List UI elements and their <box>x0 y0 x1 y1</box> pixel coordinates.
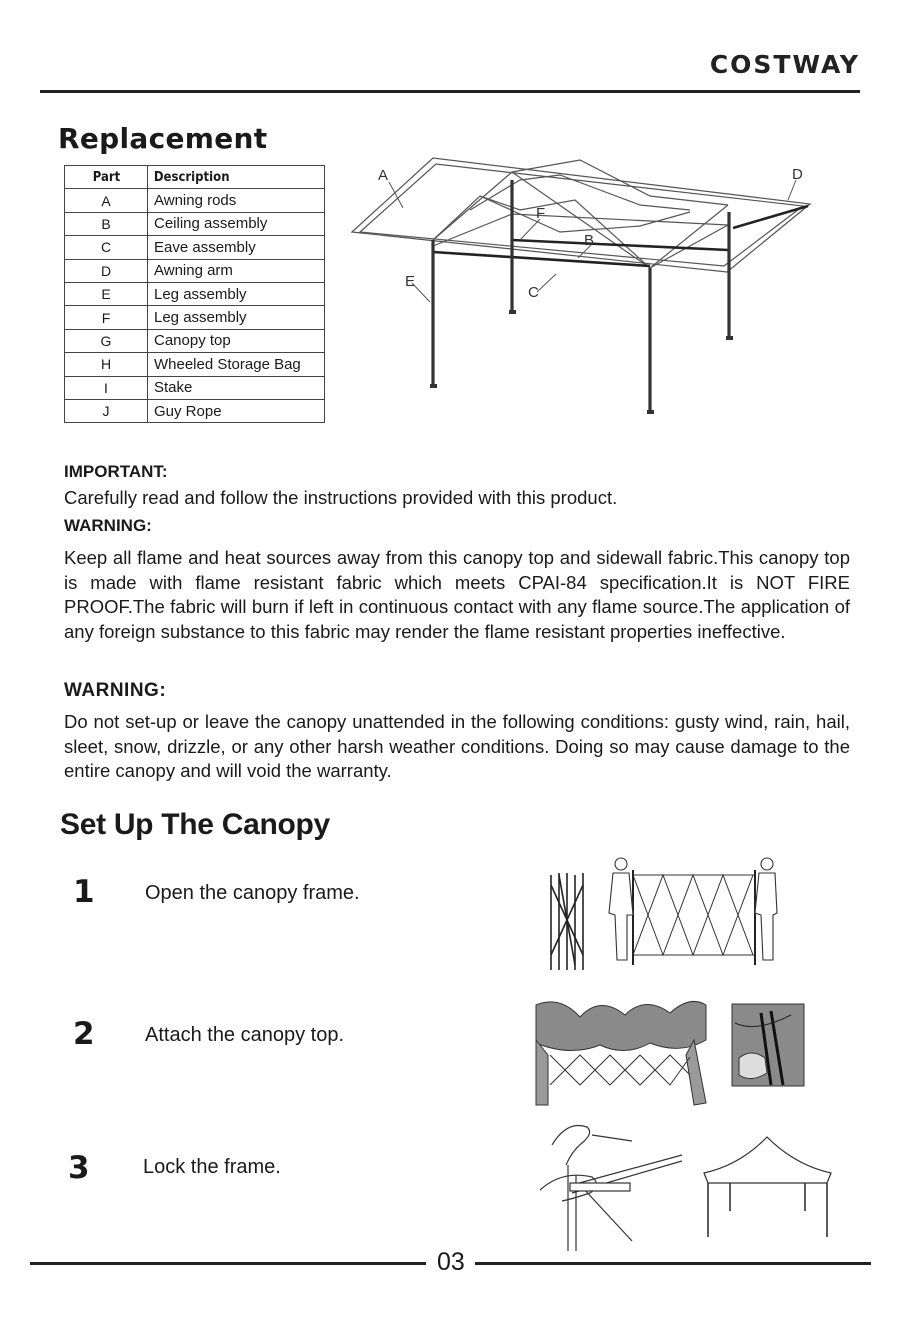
step-text-3: Lock the frame. <box>143 1156 281 1178</box>
warning-text-1: Keep all flame and heat sources away from this canopy top and sidewall fabric.This canopy top is made with flame resistant fabric which meets CPAI-84 specification.It is NOT FIRE PROOF.The fabric will burn if left in continuous contact with any flame source.The application of any foreign substance to this fabric may render the flame resistant properties ineffective. <box>64 547 850 642</box>
replacement-heading: Replacement <box>58 122 268 155</box>
table-row <box>65 376 325 399</box>
table-header-row <box>65 166 325 189</box>
step-text-1: Open the canopy frame. <box>145 882 360 904</box>
table-row <box>65 306 325 329</box>
diagram-label-e: E <box>405 273 416 290</box>
table-row <box>65 399 325 422</box>
column-header-part: Part <box>69 166 144 189</box>
part-letter: B <box>65 212 148 235</box>
warning-text-2: Do not set-up or leave the canopy unattended in the following conditions: gusty wind, rain, hail, sleet, snow, drizzle, or any other harsh weather conditions. Doing so may cause damage to the entire canopy and will void the warranty. <box>64 711 850 782</box>
part-description: Guy Rope <box>148 399 325 422</box>
attach-top-detail-illustration <box>731 1003 805 1087</box>
step-number-2: 2 <box>73 1016 95 1052</box>
footer-divider-left <box>30 1262 426 1265</box>
important-text: Carefully read and follow the instructions provided with this product. <box>64 487 618 508</box>
diagram-label-f: F <box>536 205 546 222</box>
locked-canopy-illustration <box>700 1135 835 1240</box>
canopy-frame-diagram <box>345 150 820 422</box>
part-letter: E <box>65 282 148 305</box>
step-number-1: 1 <box>73 874 95 910</box>
diagram-label-b: B <box>584 232 595 249</box>
part-description: Eave assembly <box>148 236 325 259</box>
part-letter: J <box>65 399 148 422</box>
step-number-3: 3 <box>68 1150 90 1186</box>
part-description: Awning arm <box>148 259 325 282</box>
attach-top-illustration <box>530 995 710 1113</box>
part-letter: C <box>65 236 148 259</box>
diagram-label-a: A <box>378 167 389 184</box>
diagram-label-c: C <box>528 284 539 301</box>
part-description: Ceiling assembly <box>148 212 325 235</box>
table-row <box>65 212 325 235</box>
open-frame-illustration <box>545 855 785 975</box>
setup-heading: Set Up The Canopy <box>60 808 330 841</box>
part-description: Wheeled Storage Bag <box>148 353 325 376</box>
part-letter: I <box>65 376 148 399</box>
step-text-2: Attach the canopy top. <box>145 1024 345 1046</box>
part-description: Leg assembly <box>148 306 325 329</box>
table-row <box>65 353 325 376</box>
lock-frame-illustration <box>532 1115 692 1255</box>
warning-label-1: WARNING: <box>64 516 152 535</box>
warning-label-2: WARNING: <box>64 680 167 701</box>
column-header-description: Description <box>148 166 307 189</box>
footer-divider-right <box>475 1262 871 1265</box>
part-description: Canopy top <box>148 329 325 352</box>
parts-table <box>64 165 325 423</box>
part-letter: F <box>65 306 148 329</box>
table-row <box>65 329 325 352</box>
important-label: IMPORTANT: <box>64 462 168 481</box>
brand-logo: COSTWAY <box>709 50 860 79</box>
header-divider <box>40 90 860 93</box>
table-row <box>65 259 325 282</box>
part-description: Leg assembly <box>148 282 325 305</box>
table-row <box>65 189 325 212</box>
part-description: Awning rods <box>148 189 325 212</box>
diagram-label-d: D <box>792 166 803 183</box>
part-letter: D <box>65 259 148 282</box>
table-row <box>65 282 325 305</box>
part-letter: A <box>65 189 148 212</box>
page-number: 03 <box>437 1248 465 1276</box>
part-letter: H <box>65 353 148 376</box>
part-description: Stake <box>148 376 325 399</box>
part-letter: G <box>65 329 148 352</box>
table-row <box>65 236 325 259</box>
